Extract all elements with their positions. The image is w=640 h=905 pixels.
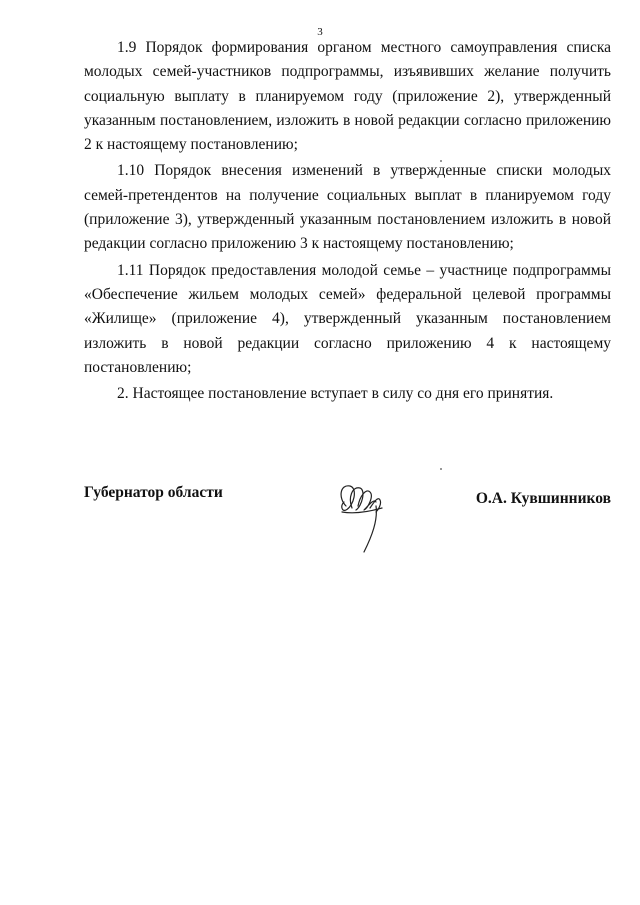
paragraph-1-11: 1.11 Порядок предоставления молодой семье – участнице подпрограммы «Обеспечение жильем молодых семей» федеральной целевой программы «Жилище» (приложение 4), утвержденный указанным постановлением изложить в новой редакции согласно приложению 4 к настоящему постановлению; (84, 261, 611, 376)
handwritten-signature (334, 476, 394, 564)
paragraph-1-9: 1.9 Порядок формирования органом местного самоуправления списка молодых семей-участников подпрограммы, изъявивших желание получить социальную выплату в планируемом году (приложение 2), утвержденный указанным постановлением, изложить в новой редакции согласно приложению 2 к настоящему постановлению; (84, 39, 611, 154)
page-number: 3 (317, 26, 323, 38)
signatory-title: Губернатор области (84, 484, 223, 501)
signature-block (84, 476, 611, 576)
document-body (84, 36, 611, 408)
scan-speck (440, 160, 442, 162)
paragraph-1-10: 1.10 Порядок внесения изменений в утвержденные списки молодых семей-претендентов на получение социальных выплат в планируемом году (приложение 3), утвержденный указанным постановлением изложить в новой редакции согласно приложению 3 к настоящему постановлению; (84, 162, 611, 253)
signatory-name: О.А. Кувшинников (475, 490, 611, 507)
scan-speck (440, 468, 442, 470)
paragraph-2: 2. Настоящее постановление вступает в силу со дня его принятия. (117, 385, 554, 403)
